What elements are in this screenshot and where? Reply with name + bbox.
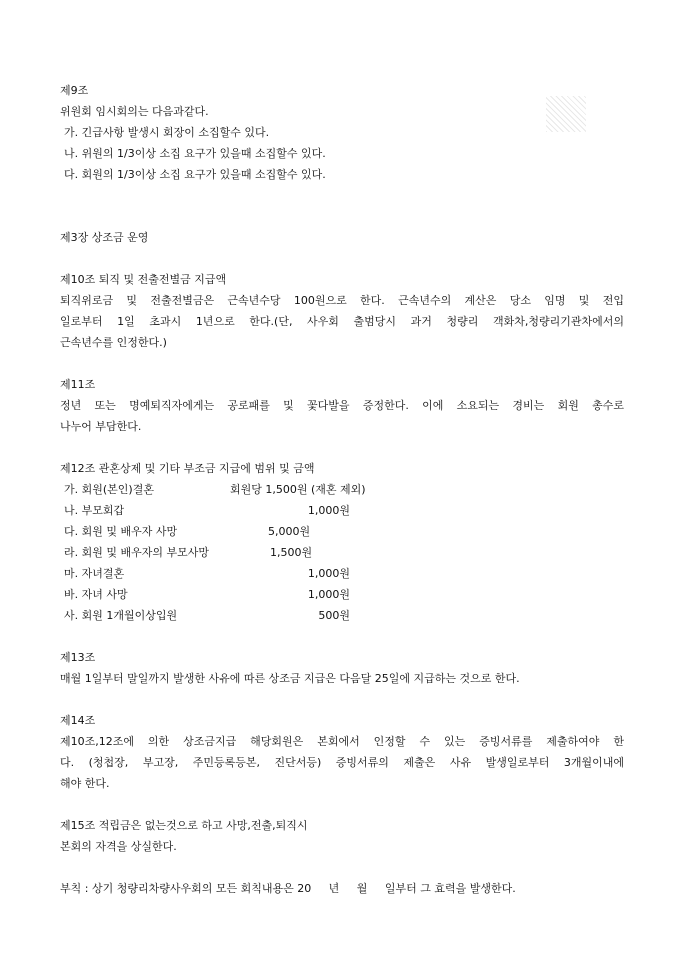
item-label: 사. 회원 1개월이상입원 xyxy=(64,609,178,622)
item-label: 다. 회원 및 배우자 사망 xyxy=(64,525,178,538)
article-9-item: 나. 위원의 1/3이상 소집 요구가 있을때 소집할수 있다. xyxy=(64,147,326,160)
item-amount: 500원 xyxy=(318,609,350,622)
article-12-item xyxy=(60,521,624,542)
article-11-text: 나누어 부담한다. xyxy=(60,420,142,433)
article-12-item xyxy=(60,500,624,521)
item-label: 라. 회원 및 배우자의 부모사망 xyxy=(64,546,209,559)
article-12-title: 제12조 관혼상제 및 기타 부조금 지급에 범위 및 금액 xyxy=(60,462,315,475)
addendum-text: 부칙 : 상기 청량리차량사우회의 모든 회칙내용은 20 년 월 일부터 그 효력을 발생한다. xyxy=(60,882,516,895)
article-13-title: 제13조 xyxy=(60,651,96,664)
item-label: 마. 자녀결혼 xyxy=(64,567,125,580)
item-label: 나. 부모회갑 xyxy=(64,504,125,517)
item-amount: 회원당 1,500원 (재혼 제외) xyxy=(230,483,366,496)
article-9-item: 가. 긴급사항 발생시 회장이 소집할수 있다. xyxy=(64,126,270,139)
article-9-intro: 위원회 임시회의는 다음과같다. xyxy=(60,105,209,118)
item-amount: 1,500원 xyxy=(270,546,313,559)
article-14-text: 해야 한다. xyxy=(60,777,110,790)
article-12-item xyxy=(60,605,624,626)
item-amount: 1,000원 xyxy=(307,588,350,601)
article-9-item: 다. 회원의 1/3이상 소집 요구가 있을때 소집할수 있다. xyxy=(64,168,326,181)
article-10-text: 일로부터 1일 초과시 1년으로 한다.(단, 사우회 출범당시 과거 청량리 객화차,청량리기관차에서의 xyxy=(60,315,624,328)
article-13-text: 매월 1일부터 말일까지 발생한 사유에 따른 상조금 지급은 다음달 25일에 지급하는 것으로 한다. xyxy=(60,672,520,685)
article-11-title: 제11조 xyxy=(60,378,96,391)
article-9-title: 제9조 xyxy=(60,84,89,97)
article-14-title: 제14조 xyxy=(60,714,96,727)
item-label: 바. 자녀 사망 xyxy=(64,588,128,601)
item-amount: 5,000원 xyxy=(268,525,311,538)
article-14-text: 제10조,12조에 의한 상조금지급 해당회원은 본회에서 인정할 수 있는 증빙서류를 제출하여야 한 xyxy=(60,735,624,748)
article-12-item xyxy=(60,584,624,605)
article-12-item xyxy=(60,479,624,500)
item-amount: 1,000원 xyxy=(307,567,350,580)
article-10-text: 퇴직위로금 및 전출전별금은 근속년수당 100원으로 한다. 근속년수의 계산은 당소 임명 및 전입 xyxy=(60,294,624,307)
item-amount: 1,000원 xyxy=(307,504,350,517)
article-15-text: 본회의 자격을 상실한다. xyxy=(60,840,177,853)
item-label: 가. 회원(본인)결혼 xyxy=(64,483,154,496)
article-15-text: 제15조 적립금은 없는것으로 하고 사망,전출,퇴직시 xyxy=(60,819,308,832)
article-14-text: 다. (청첩장, 부고장, 주민등록등본, 진단서등) 증빙서류의 제출은 사유 발생일로부터 3개월이내에 xyxy=(60,756,624,769)
article-10-title: 제10조 퇴직 및 전출전별금 지급액 xyxy=(60,273,227,286)
article-12-item xyxy=(60,563,624,584)
chapter-3-heading: 제3장 상조금 운영 xyxy=(60,231,149,244)
article-12-item xyxy=(60,542,624,563)
article-11-text: 정년 또는 명예퇴직자에게는 공로패를 및 꽃다발을 증정한다. 이에 소요되는 경비는 회원 총수로 xyxy=(60,399,624,412)
document-page xyxy=(60,80,624,899)
article-10-text: 근속년수를 인정한다.) xyxy=(60,336,167,349)
